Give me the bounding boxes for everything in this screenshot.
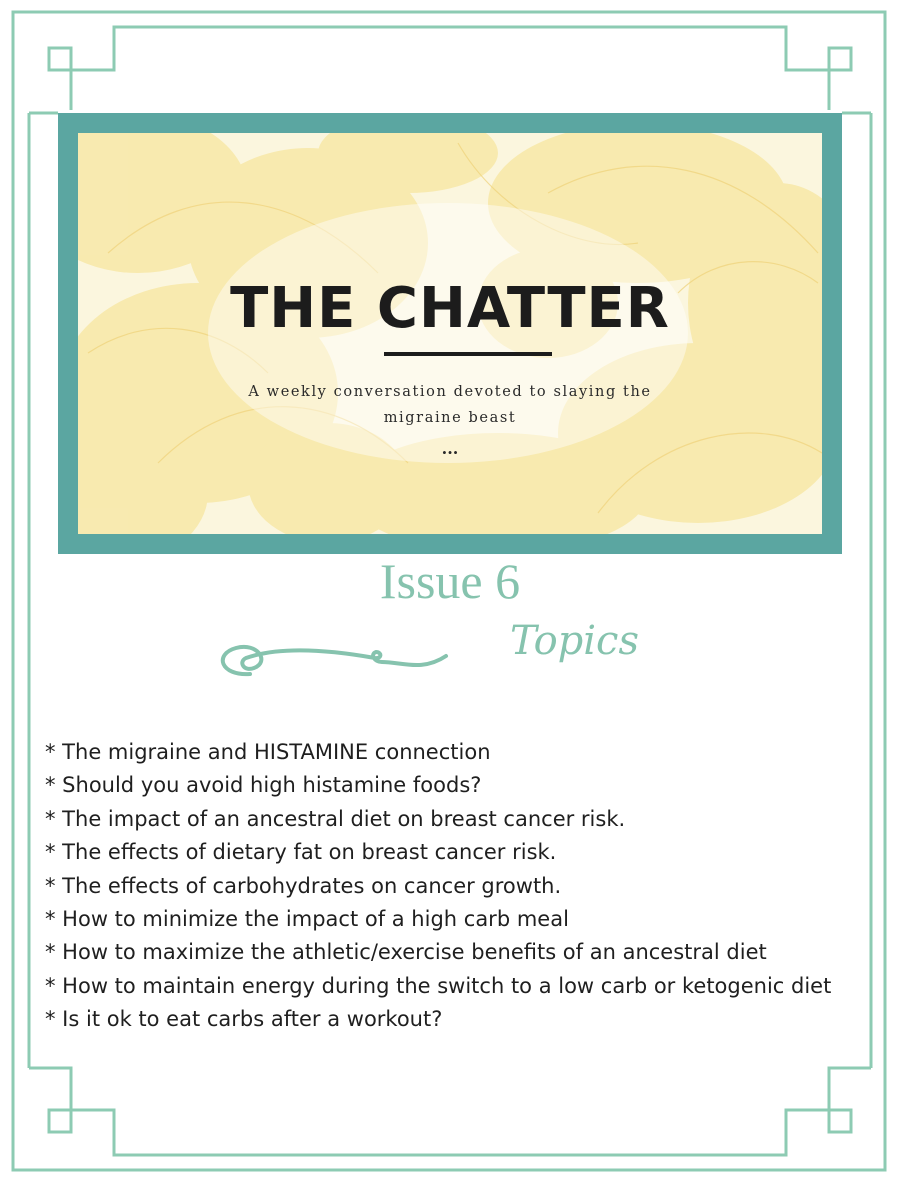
topic-item: * The effects of dietary fat on breast cancer risk. bbox=[45, 840, 557, 865]
issue-number: Issue 6 bbox=[379, 553, 521, 609]
banner-title: THE CHATTER bbox=[230, 276, 670, 341]
banner-image bbox=[78, 133, 822, 534]
topic-item: * Is it ok to eat carbs after a workout? bbox=[45, 1007, 443, 1032]
topic-item: * The migraine and HISTAMINE connection bbox=[45, 740, 491, 764]
banner-ellipsis: ... bbox=[441, 439, 459, 458]
topic-item: * How to minimize the impact of a high carb meal bbox=[45, 907, 569, 932]
header-banner bbox=[58, 113, 842, 554]
topic-item: * The impact of an ancestral diet on breast cancer risk. bbox=[45, 806, 626, 831]
topics-list bbox=[45, 736, 831, 1037]
topic-item: * How to maximize the athletic/exercise benefits of an ancestral diet bbox=[45, 940, 767, 965]
banner-subtitle: A weekly conversation devoted to slaying the migraine beast bbox=[248, 384, 652, 426]
topic-item: * How to maintain energy during the switch to a low carb or ketogenic diet bbox=[45, 973, 832, 998]
topic-item: * The effects of carbohydrates on cancer growth. bbox=[45, 873, 562, 898]
banner-divider bbox=[384, 352, 552, 356]
swirl-flourish-icon bbox=[210, 632, 455, 690]
topics-heading: Topics bbox=[510, 618, 639, 664]
topic-item: * Should you avoid high histamine foods? bbox=[45, 773, 482, 798]
